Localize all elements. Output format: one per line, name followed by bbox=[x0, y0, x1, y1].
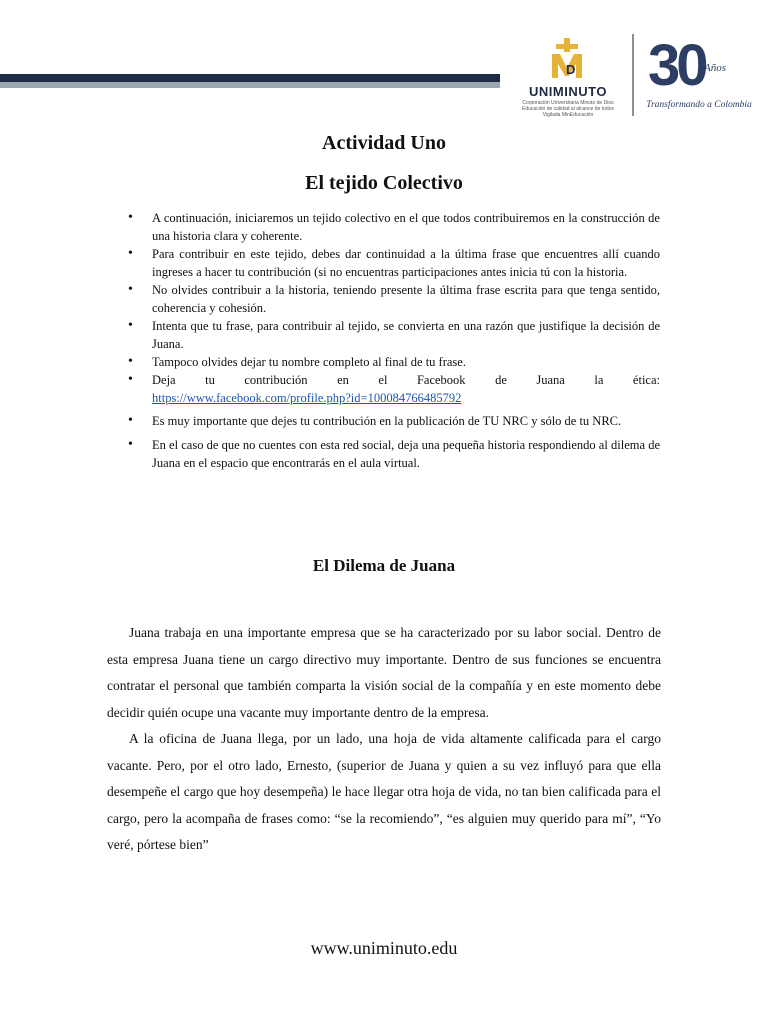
uniminuto-wordmark: UNIMINUTO bbox=[529, 84, 607, 99]
anniversary-number: 30 bbox=[648, 33, 705, 98]
list-item bbox=[118, 412, 660, 430]
uniminuto-tagline bbox=[512, 100, 624, 118]
list-item-text: Para contribuir en este tejido, debes dar continuidad a la última frase que encuentres allí cuando ingreses a hacer tu contribución (si no encuentras participaciones antes inicia tú con la historia. bbox=[152, 247, 660, 279]
list-item bbox=[118, 245, 660, 281]
header-bar bbox=[0, 74, 500, 88]
tagline-line-2: Educación de calidad al alcance de todos bbox=[521, 106, 614, 112]
uniminuto-emblem-icon bbox=[548, 38, 588, 82]
tagline-line-1: Corporación Universitaria Minuto de Dios bbox=[522, 100, 614, 106]
list-item-text: Intenta que tu frase, para contribuir al tejido, se convierta en una razón que justifique la decisión de Juana. bbox=[152, 319, 660, 351]
dilemma-body bbox=[107, 620, 661, 859]
list-item bbox=[118, 371, 660, 407]
tagline-line-3: Vigilada MinEducación bbox=[542, 112, 594, 118]
instruction-list bbox=[118, 209, 660, 472]
activity-subtitle: El tejido Colectivo bbox=[305, 172, 463, 194]
list-item bbox=[118, 281, 660, 317]
anniversary-logo bbox=[644, 34, 754, 118]
list-item bbox=[118, 436, 660, 472]
list-item-text: En el caso de que no cuentes con esta red social, deja una pequeña historia respondiendo al dilema de Juana en el espacio que encontrarás en el aula virtual. bbox=[152, 438, 660, 470]
list-item-text: A continuación, iniciaremos un tejido colectivo en el que todos contribuiremos en la construcción de una historia clara y coherente. bbox=[152, 211, 660, 243]
list-item bbox=[118, 353, 660, 371]
anniversary-word: Años bbox=[704, 62, 726, 74]
header-bar-dark bbox=[0, 74, 500, 82]
dilemma-title: El Dilema de Juana bbox=[312, 556, 456, 575]
activity-title: Actividad Uno bbox=[322, 132, 446, 154]
logo-divider bbox=[632, 34, 634, 116]
header-bar-light bbox=[0, 82, 500, 88]
footer-website: www.uniminuto.edu bbox=[310, 938, 458, 958]
uniminuto-logo bbox=[512, 38, 624, 118]
list-item-text: Es muy importante que dejes tu contribución en la publicación de TU NRC y sólo de tu NRC. bbox=[152, 414, 622, 428]
facebook-link[interactable]: https://www.facebook.com/profile.php?id=100084766485792 bbox=[152, 391, 462, 405]
list-item-text: Tampoco olvides dejar tu nombre completo al final de tu frase. bbox=[152, 355, 466, 369]
anniversary-slogan: Transformando a Colombia bbox=[646, 100, 752, 110]
dilemma-paragraph-2: A la oficina de Juana llega, por un lado, una hoja de vida altamente calificada para el cargo vacante. Pero, por el otro lado, Ernesto, (superior de Juana y quien a su vez influyó para que ella desempeñe el cargo que hoy desempeña) le hace llegar otra hoja de vida, no tan bien calificada para el cargo, pero la acompaña de frases como: “se la recomiendo”, “es alguien muy querido para mí”, “Yo veré, pórtese bien” bbox=[107, 731, 661, 852]
svg-text:D: D bbox=[566, 62, 576, 77]
list-item-text: • Deja tu contribución en el Facebook de Juana la ética: bbox=[152, 373, 660, 387]
list-item-text: No olvides contribuir a la historia, teniendo presente la última frase escrita para que tenga sentido, coherencia y cohesión. bbox=[152, 283, 660, 315]
list-item bbox=[118, 209, 660, 245]
list-item bbox=[118, 317, 660, 353]
dilemma-paragraph-1: Juana trabaja en una importante empresa que se ha caracterizado por su labor social. Dentro de esta empresa Juana tiene un cargo directivo muy importante. Dentro de sus funciones se encuentra contratar el personal que también comparta la visión social de la compañía y en este momento debe decidir quién ocupe una vacante muy importante dentro de la empresa. bbox=[107, 625, 661, 720]
